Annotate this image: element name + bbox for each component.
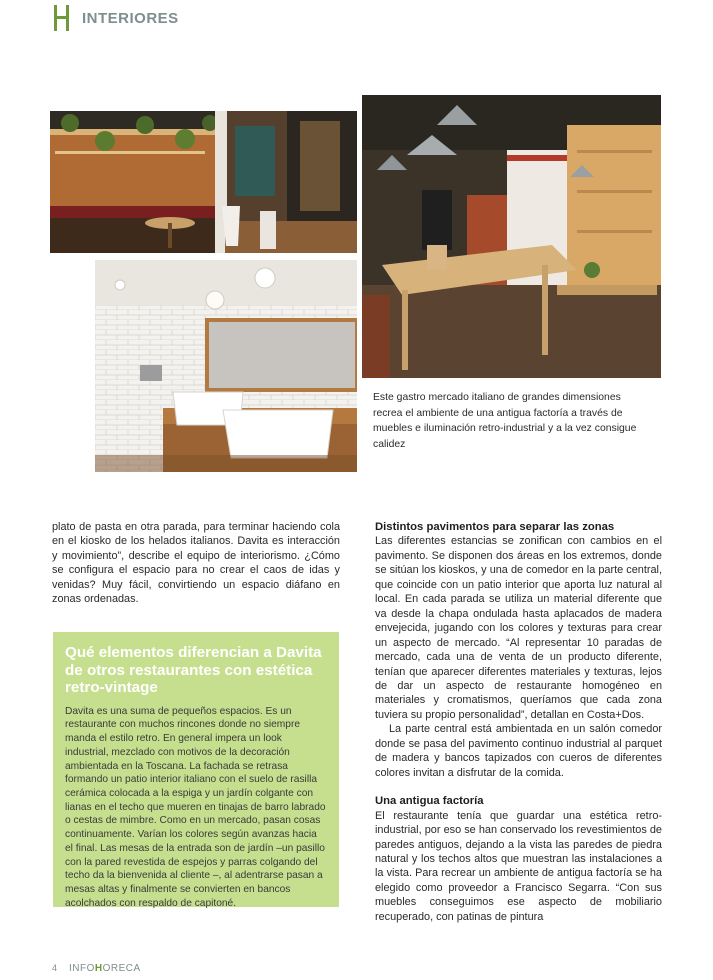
right-paragraph-2: La parte central está ambientada en un salón comedor donde se pasa del pavimento continuo industrial al parquet de madera y bancos tapizados con cueros de diferentes colores invitan a disfrutar de la comida. <box>375 723 662 779</box>
restaurant-bar-photo <box>50 111 357 253</box>
restroom-photo <box>95 260 357 472</box>
subheading-pavimentos: Distintos pavimentos para separar las zonas <box>375 521 615 533</box>
box-title: Qué elementos diferencian a Davita de otros restaurantes con estética retro-vintage <box>65 644 322 697</box>
page-footer <box>52 963 141 974</box>
left-paragraph: plato de pasta en otra parada, para terminar haciendo cola en el kiosko de los helados italianos. Davita es interacción y movimiento”, describe el equipo de interiorismo. ¿Cómo se configura el espacio para no crear el caos de idas y venidas? Muy fácil, convirtiendo un espacio diáfano en zonas ordenadas. <box>52 521 340 606</box>
box-text: Davita es una suma de pequeños espacios. Es un restaurante con muchos rincones donde no siempre manda el estilo retro. En general impera un look industrial, mezclado con motivos de la decoración ambientada en la Toscana. La fachada se retrasa formando un patio interior italiano con el suelo de rasilla cerámica colocada a la espiga y un jardín colgante con lianas en el techo que mueren en tinajas de barro labrado o cestas de mimbre. Como en un mercado, pasan cosas continuamente. Varían los colores según avanzas hacia el final. Las mesas de la entrada son de jardín –un pasillo con la pared revestida de espejos y parras colgando del techo da la bienvenida al cliente –, al adentrarse pasan a mesas altas y finalmente se convierten en bancos acolchados con respaldo de capitoné. <box>65 705 326 909</box>
left-column <box>52 520 340 607</box>
subheading-factoria: Una antigua factoría <box>375 795 484 808</box>
right-column <box>375 520 662 924</box>
sidebar-box <box>53 632 339 907</box>
footer-brand: INFOHORECA <box>69 963 141 974</box>
page-header <box>52 4 179 32</box>
right-paragraph-1: Las diferentes estancias se zonifican con cambios en el pavimento. Se disponen dos áreas en los extremos, donde se sitúan los kioskos, y una de comedor en la parte central, que coincide con un patio interior que aporta luz natural al local. En cada parada se utiliza un material diferente que va desde la chapa ondulada hasta aplacados de madera envejecida, jugando con los colores y texturas para crear un aspecto de mercado. “Al representar 10 paradas de mercado, cada una de venta de un producto diferente, tenían que aparecer diferentes materiales y texturas, lejos de dar un aspecto de restaurante homogéneo en materiales y cromatismos, queríamos que cada zona tuviera su propio personalidad”, detallan en Costa+Dos. <box>375 535 662 721</box>
photo-caption: Este gastro mercado italiano de grandes dimensiones recrea el ambiente de una antigua factoría a través de muebles e iluminación retro-industrial y a la vez consigue calidez <box>373 392 637 450</box>
right-paragraph-3: El restaurante tenía que guardar una estética retro-industrial, por eso se han conservado los revestimientos de paredes antiguos, dejando a la vista las paredes de piedra natural y los techos altos que muestran las instalaciones a la vista. Para recrear un ambiente de antigua factoría se ha elegido como proveedor a Francisco Segarra. “Con sus muebles conseguimos ese aspecto de mobiliario recuperado, con patinas de pintura <box>375 809 662 923</box>
restaurant-hall-photo <box>362 95 661 378</box>
page-number: 4 <box>52 963 58 973</box>
magazine-logo-icon <box>52 5 72 31</box>
section-title: INTERIORES <box>82 9 179 27</box>
